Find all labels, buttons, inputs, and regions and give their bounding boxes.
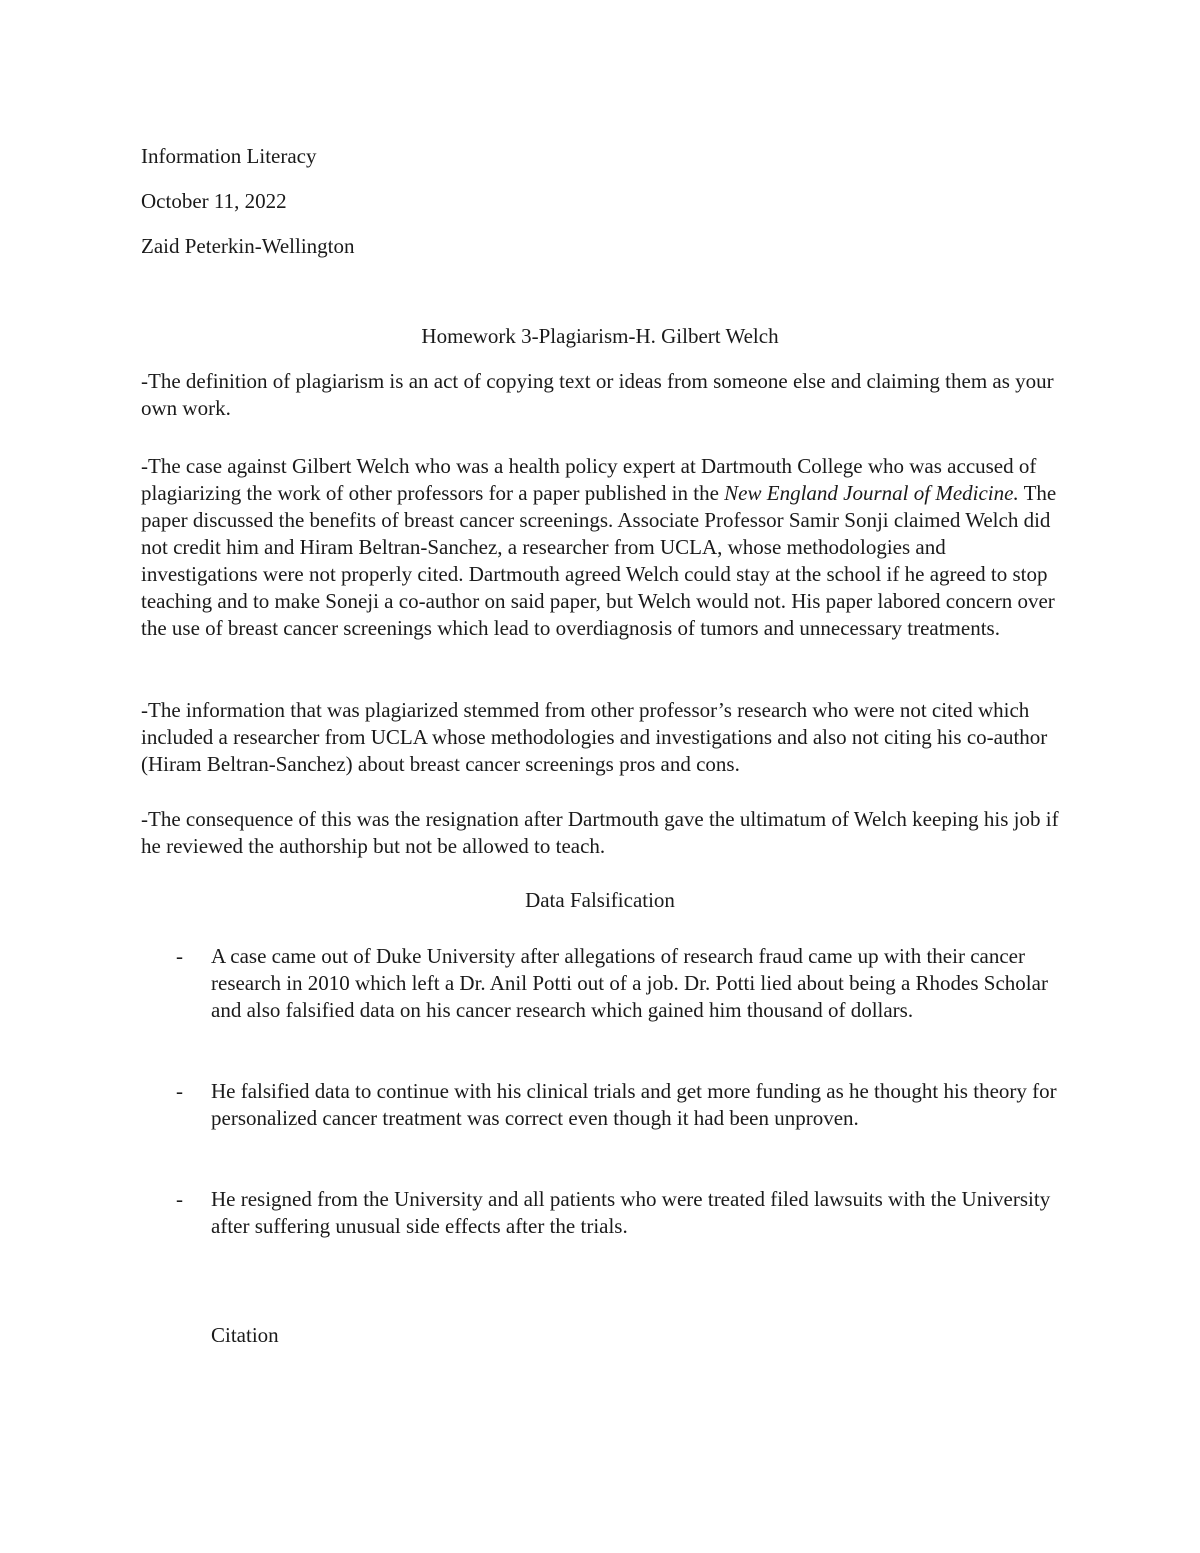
falsification-heading: Data Falsification bbox=[525, 888, 675, 912]
journal-name: New England Journal of Medicine. bbox=[724, 481, 1019, 505]
author-name: Zaid Peterkin-Wellington bbox=[141, 234, 355, 258]
document-date: October 11, 2022 bbox=[141, 189, 287, 213]
bullet-dash: - bbox=[176, 1187, 183, 1211]
case-text-end: The paper discussed the benefits of breast cancer screenings. Associate Professor Samir Sonji claimed Welch did not credit him and Hiram Beltran-Sanchez, a researcher from UCLA, whose methodologies and investigations were not properly cited. Dartmouth agreed Welch could stay at the school if he agreed to stop teaching and to make Soneji a co-author on said paper, but Welch would not. His paper labored concern over the use of breast cancer screenings which lead to overdiagnosis of tumors and unnecessary treatments. bbox=[141, 481, 1057, 640]
bullet-text: He falsified data to continue with his clinical trials and get more funding as he thought his theory for personalized cancer treatment was correct even though it had been unproven. bbox=[211, 1079, 1057, 1130]
bullet-text: A case came out of Duke University after allegations of research fraud came up with their cancer research in 2010 which left a Dr. Anil Potti out of a job. Dr. Potti lied about being a Rhodes Scholar and also falsified data on his cancer research which gained him thousand of dollars. bbox=[211, 944, 1048, 1022]
bullet-dash: - bbox=[176, 944, 183, 968]
case-text-start: -The case against Gilbert Welch who was a health policy expert at Dartmouth College who was accused of plagiarizing the work of other professors for a paper published in the bbox=[141, 454, 1037, 505]
citation-heading: Citation bbox=[211, 1323, 279, 1347]
plagiarism-consequence: -The consequence of this was the resignation after Dartmouth gave the ultimatum of Welch keeping his job if he reviewed the authorship but not be allowed to teach. bbox=[141, 807, 1059, 858]
plagiarism-case bbox=[141, 453, 1066, 642]
document-title: Homework 3-Plagiarism-H. Gilbert Welch bbox=[421, 324, 779, 348]
bullet-text: He resigned from the University and all patients who were treated filed lawsuits with the University after suffering unusual side effects after the trials. bbox=[211, 1187, 1051, 1238]
bullet-dash: - bbox=[176, 1079, 183, 1103]
plagiarism-information: -The information that was plagiarized stemmed from other professor’s research who were not cited which included a researcher from UCLA whose methodologies and investigations and also not citing his co-author (Hiram Beltran-Sanchez) about breast cancer screenings pros and cons. bbox=[141, 698, 1048, 776]
plagiarism-definition: -The definition of plagiarism is an act of copying text or ideas from someone else and claiming them as your own work. bbox=[141, 369, 1054, 420]
course-name: Information Literacy bbox=[141, 144, 317, 168]
